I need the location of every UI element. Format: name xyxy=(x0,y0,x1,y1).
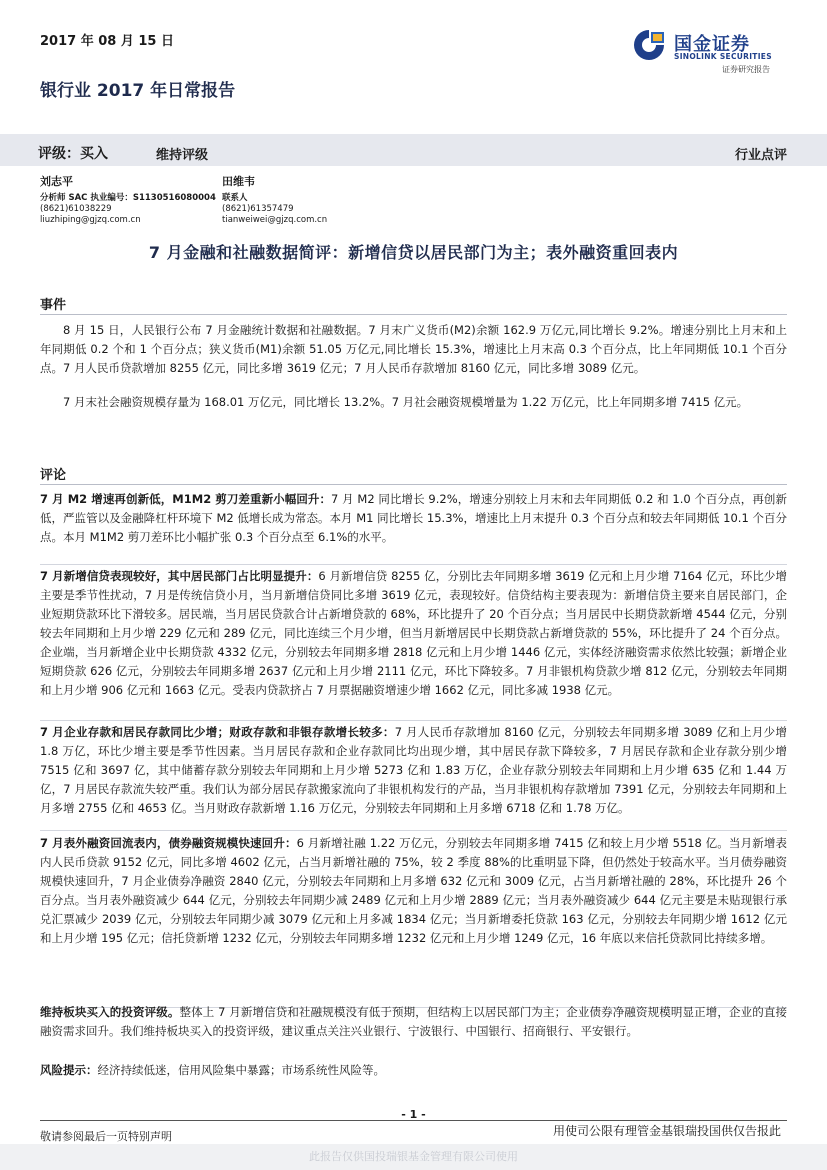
section-title-event: 事件 xyxy=(40,298,67,313)
para-body: 7 月人民币存款增加 8160 亿元，分别较去年同期多增 3089 亿和上月少增 1.8 万亿，环比少增主要是季节性因素。当月居民存款和企业存款同比均出现少增，其中居民存款下降较多，7 月居民存款和企业存款分别少增 7515 亿和 3697 亿，其中储蓄存款分别较去年同期和上月少增 5273 亿和 1.83 万亿，企业存款分别较去年同期和上月少增 635 亿和 1.44 万亿，7 月居民存款流失较严重。我们认为部分居民存款搬家流向了非银机构发行的产品，当月非银机构存款增加 7391 亿元，分别较去年同期和上月多增 2755 亿和 4653 亿。当月财政存款新增 1.16 万亿元，分别较去年同期和上月多增 6718 亿和 1.78 万亿。 xyxy=(40,725,787,815)
analyst-phone: (8621)61357479 xyxy=(222,204,294,214)
report-type: 行业点评 xyxy=(734,148,787,163)
company-logo xyxy=(632,26,792,76)
report-title: 银行业 2017 年日常报告 xyxy=(40,81,236,101)
logo-cn: 国金证券 xyxy=(674,34,750,55)
analyst-role: 联系人 xyxy=(222,193,248,203)
analyst-email[interactable]: tianweiwei@gjzq.com.cn xyxy=(222,215,328,225)
analyst-email[interactable]: liuzhiping@gjzq.com.cn xyxy=(40,215,141,225)
divider xyxy=(40,830,787,831)
divider xyxy=(40,484,787,485)
event-paragraph-2: 7 月末社会融资规模存量为 168.01 万亿元，同比增长 13.2%。7 月社会融资规模增量为 1.22 万亿元，比上年同期多增 7415 亿元。 xyxy=(63,395,749,409)
analyst-role: 分析师 SAC 执业编号：S1130516080004 xyxy=(40,193,216,203)
logo-sub: 证券研究报告 xyxy=(722,65,770,74)
para-lead: 7 月表外融资回流表内，债券融资规模快速回升： xyxy=(40,836,297,850)
review-paragraph-deposits xyxy=(40,723,787,818)
review-paragraph-tsf xyxy=(40,834,787,948)
footer-note: 用使司公限有理管金基银瑞投国供仅告报此 xyxy=(552,1124,781,1138)
para-lead: 7 月企业存款和居民存款同比少增；财政存款和非银存款增长较多： xyxy=(40,725,395,739)
review-paragraph-rating xyxy=(40,1003,787,1041)
watermark: 此报告仅供国投瑞银基金管理有限公司使用 xyxy=(0,1144,827,1170)
para-body: 6 月新增信贷 8255 亿，分别比去年同期多增 3619 亿元和上月少增 7164 亿元，环比少增主要是季节性扰动，7 月是传统信贷小月，当月新增信贷同比多增 3619 亿元，表现较好。信贷结构主要表现为：新增信贷主要来自居民部门，企业短期贷款环比下滑较多。居民端，当月居民贷款合计占新增贷款的 68%，环比提升了 20 个百分点；当月居民中长期贷款新增 4544 亿元，分别较去年同期和上月少增 229 亿元和 289 亿元，同比连续三个月少增，但当月新增居民中长期贷款占新增贷款的 55%，环比提升了 24 个百分点。企业端，当月新增企业中长期贷款 4332 亿元，分别较去年同期多增 2818 亿元和上月少增 1446 亿元，实体经济融资需求依然比较强；新增企业短期贷款 626 亿元，分别较去年同期多增 2637 亿元和上月少增 2111 亿元，环比下降较多。7 月非银机构贷款少增 812 亿元，分别较去年同期和上月少增 906 亿元和 1663 亿元。受表内贷款挤占 7 月票据融资增速少增 1662 亿元，同比多减 1938 亿元。 xyxy=(40,569,787,697)
divider xyxy=(40,720,787,721)
analyst-name: 刘志平 xyxy=(40,175,73,188)
para-lead: 7 月 M2 增速再创新低，M1M2 剪刀差重新小幅回升： xyxy=(40,492,332,506)
analyst-1 xyxy=(40,176,216,226)
report-date: 2017 年 08 月 15 日 xyxy=(40,34,174,49)
page-number: - 1 - xyxy=(401,1108,426,1121)
para-lead: 7 月新增信贷表现较好，其中居民部门占比明显提升： xyxy=(40,569,319,583)
analyst-2 xyxy=(222,176,327,226)
para-body: 整体上 7 月新增信贷和社融规模没有低于预期，但结构上以居民部门为主；企业债券净融资规模明显正增，企业的直接融资需求回升。我们维持板块买入的投资评级，建议重点关注兴业银行、宁波银行、中国银行、招商银行、平安银行。 xyxy=(40,1005,788,1038)
para-body: 7 月 M2 同比增长 9.2%，增速分别较上月末和去年同期低 0.2 和 1.0 个百分点，再创新低，严监管以及金融降杠杆环境下 M2 低增长成为常态。本月 M1 同比增长 15.3%，增速比上月末提升 0.3 个百分点和较去年同期低 10.1 个百分点。本月 M1M2 剪刀差环比小幅扩张 0.3 个百分点至 6.1%的水平。 xyxy=(40,492,787,544)
divider xyxy=(40,564,787,565)
para-lead: 维持板块买入的投资评级。 xyxy=(40,1005,180,1019)
rating-band xyxy=(0,134,827,166)
review-paragraph-m2 xyxy=(40,490,787,547)
para-body: 6 月新增社融 1.22 万亿元，分别较去年同期多增 7415 亿和较上月少增 5518 亿。当月新增表内人民币贷款 9152 亿元，同比多增 4602 亿元，占当月新增社融的 75%，较 2 季度 88%的比重明显下降，但仍然处于较高水平。当月债券融资规模快速回升，7 月企业债券净融资 2840 亿元，分别较去年同期和上月多增 632 亿元和 3009 亿元，占当月新增社融的 28%，环比提升 26 个百分点。当月表外融资减少 644 亿元，分别较去年同期少减 2489 亿元和上月少增 2889 亿元；当月表外融资减少 644 亿元主要是未贴现银行承兑汇票减少 2039 亿元，分别较去年同期少减 3079 亿元和上月多减 1834 亿元；当月新增委托贷款 163 亿元，分别较去年同期少增 1612 亿元和上月少增 195 亿元；信托贷新增 1232 亿元，分别较去年同期多增 1232 亿元和上月少增 1249 亿元，16 年底以来信托贷款同比持续多增。 xyxy=(40,836,787,945)
sinolink-logo-icon xyxy=(632,28,666,62)
para-body: 经济持续低迷，信用风险集中暴露；市场系统性风险等。 xyxy=(97,1063,385,1077)
para-lead: 风险提示： xyxy=(40,1063,98,1077)
divider xyxy=(40,314,787,315)
section-title-review: 评论 xyxy=(40,468,67,483)
analyst-name: 田维韦 xyxy=(222,175,255,188)
rating-keep: 维持评级 xyxy=(156,148,209,163)
headline: 7 月金融和社融数据简评：新增信贷以居民部门为主；表外融资重回表内 xyxy=(148,243,679,262)
footer-divider xyxy=(40,1120,787,1121)
review-paragraph-credit xyxy=(40,567,787,700)
event-paragraph-1: 8 月 15 日，人民银行公布 7 月金融统计数据和社融数据。7 月末广义货币(M2)余额 162.9 万亿元,同比增长 9.2%。增速分别比上月末和上年同期低 0.2 个和 1 个百分点；狭义货币(M1)余额 51.05 万亿元,同比增长 15.3%，增速比上月末高 0.3 个百分点，比上年同期低 10.1 个百分点。7 月人民币贷款增加 8255 亿元，同比多增 3619 亿元；7 月人民币存款增加 8160 亿元，同比多增 3089 亿元。 xyxy=(40,323,787,375)
rating: 评级：买入 xyxy=(38,146,108,162)
analyst-phone: (8621)61038229 xyxy=(40,204,112,214)
review-paragraph-risk xyxy=(40,1061,787,1080)
footer-disclaimer: 敬请参阅最后一页特别声明 xyxy=(40,1130,172,1143)
logo-en: SINOLINK SECURITIES xyxy=(674,52,772,61)
